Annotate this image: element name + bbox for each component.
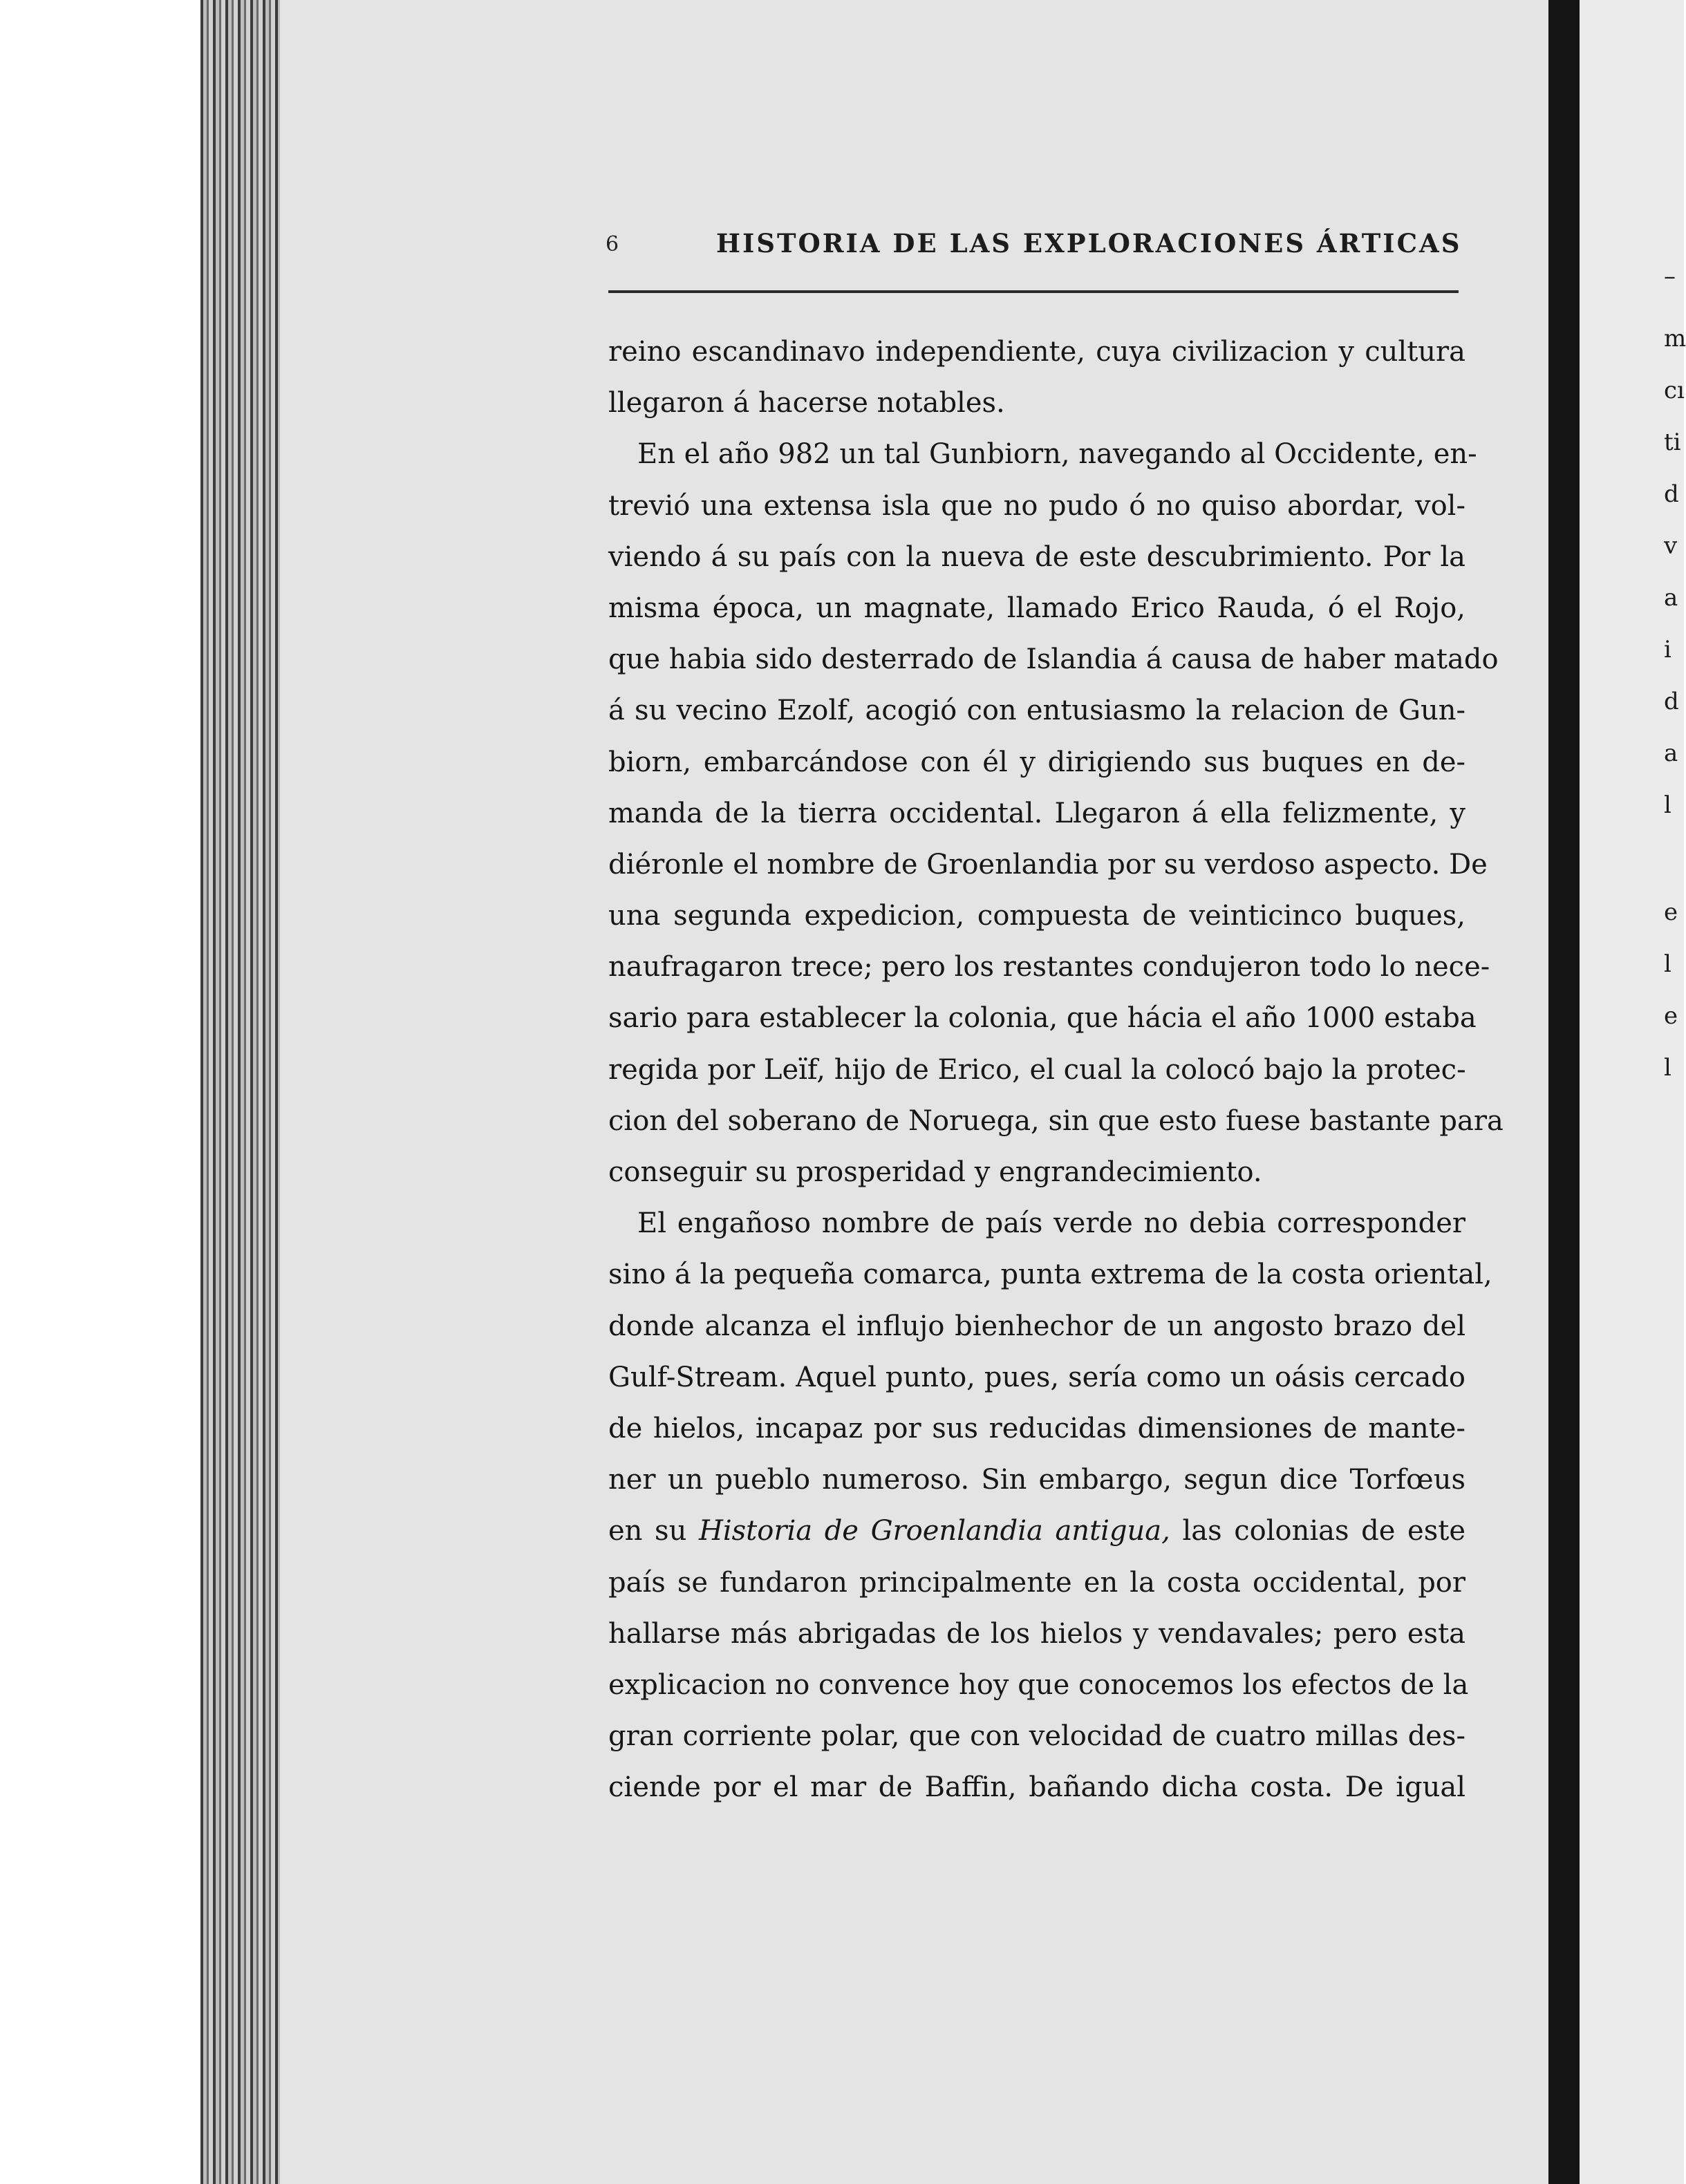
text-line: trevió una extensa isla que no pudo ó no quiso abordar, vol- (608, 489, 1465, 522)
facing-page-fragment: – (1664, 263, 1676, 290)
left-margin (0, 0, 200, 2184)
book-gutter (1548, 0, 1580, 2184)
facing-page-fragment: e (1664, 1002, 1678, 1030)
text-segment: en su (608, 1515, 699, 1547)
text-line: explicacion no convence hoy que conocemos los efectos de la (608, 1668, 1469, 1701)
facing-page-fragment: a (1664, 584, 1678, 612)
text-segment: las colonias de este (1170, 1515, 1466, 1547)
text-line: naufragaron trece; pero los restantes condujeron todo lo nece- (608, 951, 1490, 983)
running-title: HISTORIA DE LAS EXPLORACIONES ÁRTICAS (716, 228, 1462, 258)
body-text (608, 326, 1504, 1813)
facing-page-fragment: l (1664, 1054, 1671, 1082)
facing-page-fragment: v (1664, 532, 1678, 560)
text-line: viendo á su país con la nueva de este descubrimiento. Por la (608, 540, 1465, 573)
facing-page-fragment: l (1664, 950, 1671, 978)
text-line: En el año 982 un tal Gunbiorn, navegando al Occidente, en- (637, 438, 1477, 471)
facing-page-fragment: e (1664, 898, 1678, 926)
text-line: El engañoso nombre de país verde no debia corresponder (637, 1207, 1465, 1240)
facing-page-fragment: l (1664, 791, 1671, 819)
text-line: biorn, embarcándose con él y dirigiendo sus buques en de- (608, 746, 1465, 778)
text-line: Gulf-Stream. Aquel punto, pues, sería como un oásis cercado (608, 1361, 1465, 1393)
text-line: gran corriente polar, que con velocidad de cuatro millas des- (608, 1720, 1465, 1753)
text-line: hallarse más abrigadas de los hielos y vendavales; pero esta (608, 1617, 1465, 1650)
text-line: ciende por el mar de Baffin, bañando dicha costa. De igual (608, 1771, 1465, 1804)
text-line: donde alcanza el influjo bienhechor de un angosto brazo del (608, 1310, 1465, 1342)
text-line: sario para establecer la colonia, que hácia el año 1000 estaba (608, 1002, 1477, 1035)
facing-page-fragment: cı (1664, 377, 1685, 404)
facing-page-fragment: m (1664, 325, 1686, 352)
facing-page-fragment: ti (1664, 429, 1681, 456)
facing-page-fragment: a (1664, 740, 1678, 767)
running-head (606, 228, 1463, 270)
text-line-with-italic (608, 1505, 1465, 1556)
text-line: regida por Leïf, hijo de Erico, el cual la colocó bajo la protec- (608, 1053, 1466, 1086)
text-line: cion del soberano de Noruega, sin que esto fuese bastante para (608, 1104, 1504, 1137)
header-rule (608, 290, 1459, 293)
text-line: á su vecino Ezolf, acogió con entusiasmo la relacion de Gun- (608, 695, 1465, 727)
text-line: ner un pueblo numeroso. Sin embargo, segun dice Torfœus (608, 1464, 1465, 1496)
text-line: llegaron á hacerse notables. (608, 387, 1005, 420)
book-title-italic: Historia de Groenlandia antigua, (698, 1515, 1170, 1547)
text-line: que habia sido desterrado de Islandia á causa de haber matado (608, 643, 1499, 676)
text-line: sino á la pequeña comarca, punta extrema de la costa oriental, (608, 1259, 1492, 1291)
text-line: conseguir su prosperidad y engrandecimiento. (608, 1156, 1262, 1188)
text-line: una segunda expedicion, compuesta de veinticinco buques, (608, 900, 1465, 932)
facing-page-fragment: d (1664, 688, 1679, 715)
facing-page-edge (1580, 0, 1684, 2184)
text-line: diéronle el nombre de Groenlandia por su verdoso aspecto. De (608, 848, 1488, 881)
text-line: de hielos, incapaz por sus reducidas dimensiones de mante- (608, 1412, 1465, 1444)
text-line: manda de la tierra occidental. Llegaron á ella felizmente, y (608, 797, 1465, 829)
text-line: país se fundaron principalmente en la costa occidental, por (608, 1566, 1465, 1599)
text-line: misma época, un magnate, llamado Erico Rauda, ó el Rojo, (608, 592, 1465, 624)
page-number: 6 (606, 232, 619, 256)
book-page-edges (200, 0, 280, 2184)
text-line: reino escandinavo independiente, cuya civilizacion y cultura (608, 336, 1465, 368)
facing-page-fragment: i (1664, 636, 1671, 663)
facing-page-fragment: d (1664, 480, 1679, 508)
